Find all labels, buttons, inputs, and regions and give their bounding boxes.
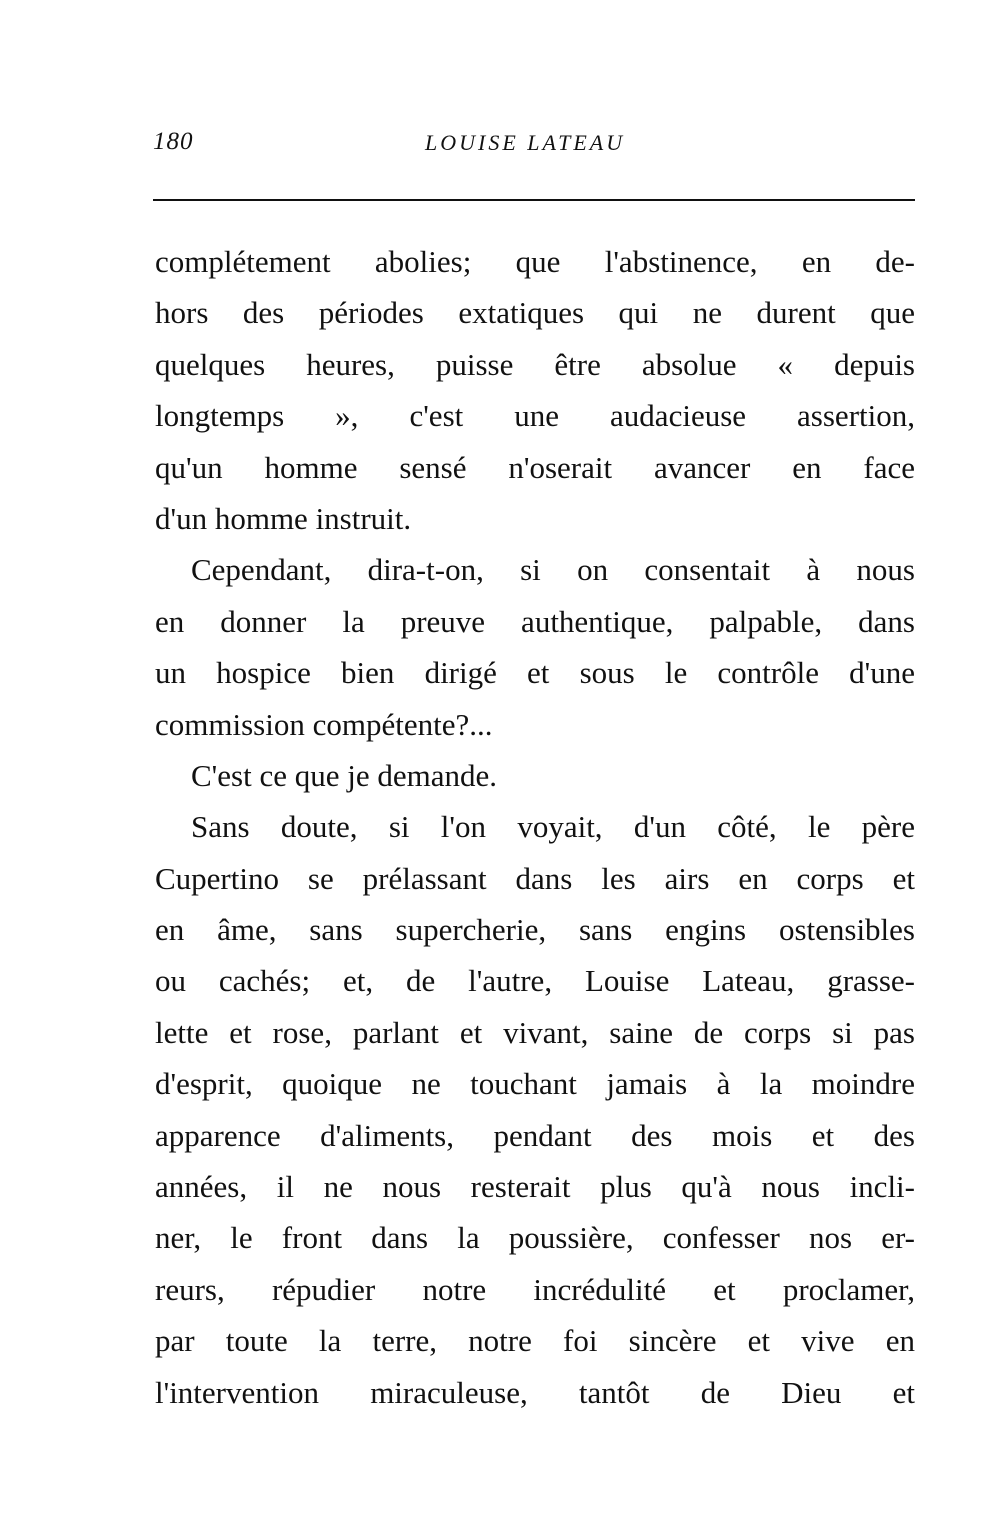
- text-line: Cupertino se prélassant dans les airs en corps et: [155, 860, 915, 896]
- text-line: Cependant, dira-t-on, si on consentait à nous: [191, 552, 915, 588]
- text-line: l'intervention miraculeuse, tantôt de Dieu et: [155, 1374, 915, 1410]
- text-line: d'un homme instruit.: [155, 500, 412, 536]
- text-line: longtemps », c'est une audacieuse assertion,: [155, 398, 915, 434]
- running-title: LOUISE LATEAU: [425, 130, 626, 155]
- text-line: apparence d'aliments, pendant des mois et des: [155, 1117, 915, 1153]
- text-line: lette et rose, parlant et vivant, saine de corps si pas: [155, 1014, 915, 1050]
- page-number: 180: [153, 128, 194, 155]
- text-line: ou cachés; et, de l'autre, Louise Lateau, grasse-: [155, 963, 915, 999]
- header-rule: [153, 199, 915, 201]
- text-line: par toute la terre, notre foi sincère et vive en: [155, 1323, 915, 1359]
- page-header: [153, 128, 915, 168]
- text-line: d'esprit, quoique ne touchant jamais à la moindre: [155, 1066, 915, 1102]
- text-line: C'est ce que je demande.: [191, 757, 497, 793]
- text-line: hors des périodes extatiques qui ne durent que: [155, 295, 915, 331]
- body-text: [155, 236, 915, 1418]
- text-line: qu'un homme sensé n'oserait avancer en face: [155, 449, 915, 485]
- text-line: quelques heures, puisse être absolue « depuis: [155, 346, 915, 382]
- text-line: reurs, répudier notre incrédulité et proclamer,: [155, 1271, 915, 1307]
- text-line: commission compétente?...: [155, 706, 493, 742]
- text-line: en âme, sans supercherie, sans engins ostensibles: [155, 912, 915, 948]
- text-line: années, il ne nous resterait plus qu'à nous incli-: [155, 1169, 915, 1205]
- text-line: Sans doute, si l'on voyait, d'un côté, le père: [191, 809, 915, 845]
- text-line: complétement abolies; que l'abstinence, en de-: [155, 244, 915, 279]
- text-line: en donner la preuve authentique, palpable, dans: [155, 603, 915, 639]
- text-line: un hospice bien dirigé et sous le contrôle d'une: [155, 655, 915, 691]
- text-line: ner, le front dans la poussière, confesser nos er-: [155, 1220, 915, 1256]
